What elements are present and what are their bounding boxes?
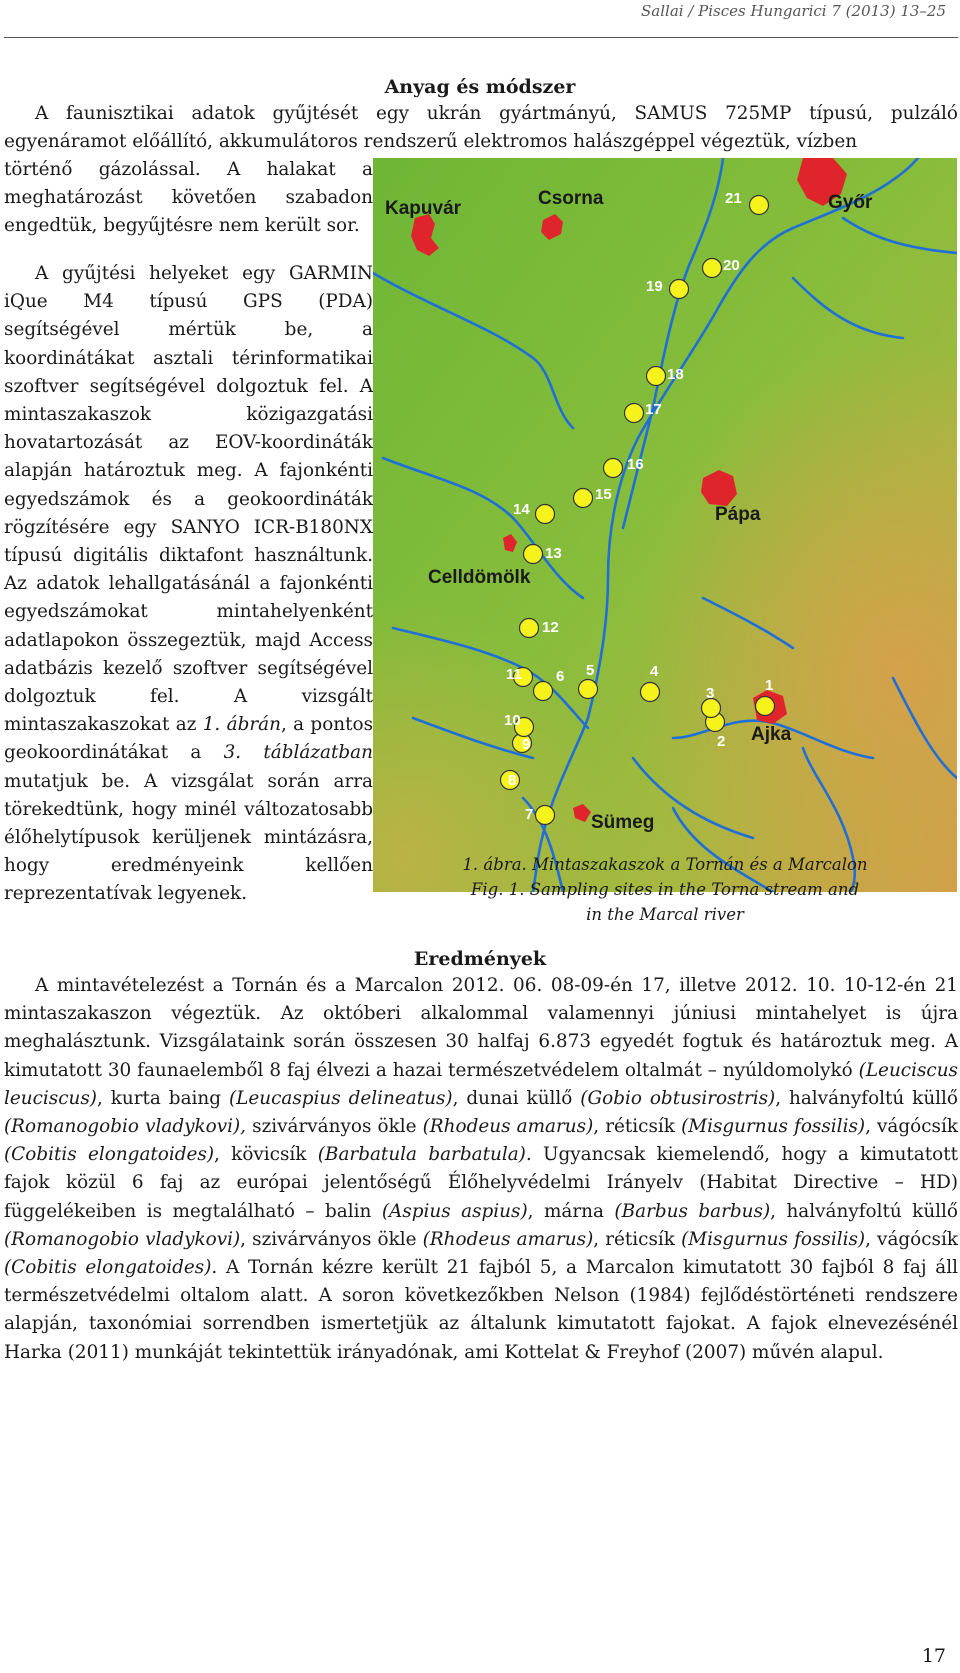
methods-text-b: , a pontos geokoordinátákat a: [4, 714, 374, 764]
methods-intro-paragraph: A faunisztikai adatok gyűjtését egy ukrán gyártmányú, SAMUS 725MP típusú, pulzáló egyenáramot előállító, akkumulátoros rendszerű elektromos halászgéppel végeztük, vízben: [4, 103, 958, 153]
site-label-8: 8: [508, 772, 517, 789]
results-text-5: szivárványos ökle: [246, 1116, 423, 1138]
site-marker-7: [536, 806, 555, 825]
species-misgurnus-fossilis-hd: (Misgurnus fossilis): [681, 1228, 866, 1250]
table-reference[interactable]: 3. táblázatban: [223, 742, 373, 764]
species-barbatula-barbatula: (Barbatula barbatula): [317, 1144, 526, 1166]
methods-heading: Anyag és módszer: [384, 76, 576, 98]
results-text-12: , szivárványos ökle: [240, 1228, 423, 1250]
town-label-csorna: Csorna: [538, 188, 604, 209]
site-label-7: 7: [525, 806, 534, 823]
species-barbus-barbus: (Barbus barbus): [614, 1200, 771, 1222]
methods-paragraph-2: [4, 260, 373, 909]
species-romanogobio-vladykovi: (Romanogobio vladykovi),: [4, 1116, 247, 1138]
results-text-15: . A Tornán kézre került 21 fajból 5, a Marcalon kimutatott 30 fajból 8 faj áll természetvédelmi oltalom alatt. A soron következőkben Nelson (1984) fejlődéstörténeti rendszere alapján, taxonómiai sorrendben ismertetjük az általunk kimutatott fajokat. A fajok elnevezésénél Harka (2011) munkáját tekintettük irányadónak, ami Kottelat & Freyhof (2007) művén alapul.: [4, 1257, 958, 1363]
species-rhodeus-amarus: (Rhodeus amarus): [422, 1116, 594, 1138]
species-leuciscus-leuciscus: (Leuciscus leuciscus): [4, 1059, 958, 1109]
site-label-10: 10: [504, 712, 521, 729]
site-marker-16: [604, 459, 623, 478]
species-aspius-aspius: (Aspius aspius): [381, 1200, 528, 1222]
species-cobitis-elongatoides-hd: (Cobitis elongatoides): [4, 1257, 212, 1279]
site-label-9: 9: [522, 736, 531, 753]
site-label-4: 4: [650, 663, 659, 680]
site-marker-17: [625, 404, 644, 423]
results-text-7: , vágócsík: [865, 1116, 958, 1138]
results-text-11: , halványfoltú küllő: [770, 1200, 958, 1222]
results-text-10: , márna: [527, 1200, 615, 1222]
site-label-5: 5: [586, 662, 595, 679]
species-rhodeus-amarus-hd: (Rhodeus amarus): [422, 1228, 594, 1250]
results-text-8: , kövicsík: [214, 1144, 318, 1166]
figure-caption-english-line-2: in the Marcal river: [586, 905, 744, 924]
site-label-17: 17: [645, 401, 662, 418]
methods-text-c: mutatjuk be. A vizsgálat során arra törekedtünk, hogy minél változatosabb élőhelytípusok kerüljenek mintázásra, hogy eredményeink kellően reprezentatívak legyenek.: [4, 770, 373, 905]
site-marker-13: [524, 545, 543, 564]
site-label-15: 15: [595, 486, 612, 503]
results-text-1: A mintavételezést a Tornán és a Marcalon 2012. 06. 08-09-én 17, illetve 2012. 10. 10-12-én 21 mintaszakaszon végeztük. Az októberi alkalommal valamennyi júniusi mintahelyet is újra meghalásztunk. Vizsgálataink során összesen 30 halfaj 6.873 egyedét fogtuk és határoztuk meg. A kimutatott 30 faunaelemből 8 faj élvezi a hazai természetvédelem oltalmát – nyúldomolykó: [4, 975, 958, 1081]
site-label-16: 16: [627, 456, 644, 473]
results-text-6: , réticsík: [593, 1116, 682, 1138]
results-text-3: , dunai küllő: [452, 1087, 581, 1109]
site-marker-15: [574, 489, 593, 508]
species-gobio-obtusirostris: (Gobio obtusirostris): [580, 1087, 776, 1109]
town-label-papa: Pápa: [715, 504, 761, 525]
results-heading: Eredmények: [413, 948, 547, 970]
site-label-19: 19: [646, 278, 663, 295]
site-label-1: 1: [765, 677, 774, 694]
site-label-11: 11: [506, 666, 522, 683]
site-label-12: 12: [542, 619, 559, 636]
site-label-20: 20: [723, 257, 740, 274]
site-label-6: 6: [556, 668, 565, 685]
site-marker-18: [647, 367, 666, 386]
methods-text-a: A gyűjtési helyeket egy GARMIN iQue M4 típusú GPS (PDA) segítségével mértük be, a koordinátákat asztali térinformatikai szoftver segítségével dolgoztuk fel. A mintaszakaszok közigazgatási hovatartozását az EOV-koordináták alapján határoztuk meg. A fajonkénti egyedszámok és a geokoordináták rögzítésére egy SANYO ICR-B180NX típusú digitális diktafont használtunk. Az adatok lehallgatásánál a fajonkénti egyedszámokat mintahelyenként adatlapokon összegeztük, majd Access adatbázis kezelő szoftver segítségével dolgoztuk fel. A vizsgált mintaszakaszokat az: [4, 263, 373, 736]
header-rule: [4, 37, 958, 38]
species-romanogobio-vladykovi-hd: (Romanogobio vladykovi): [4, 1228, 241, 1250]
town-label-kapuvar: Kapuvár: [385, 198, 462, 219]
site-label-21: 21: [725, 190, 742, 207]
town-label-celldomolk: Celldömölk: [428, 567, 531, 588]
results-text-9: . Ugyancsak kiemelendő, hogy a kimutatott fajok közül 6 faj az európai jelentőségű Élőhelyvédelmi Irányelv (Habitat Directive – HD) függelékeiben is megtalálható – balin: [4, 1144, 959, 1222]
site-marker-5: [579, 680, 598, 699]
map-labels-layer: [373, 158, 957, 892]
page-number: 17: [921, 1645, 946, 1667]
methods-paragraph-1: történő gázolással. A halakat a meghatározást követően szabadon engedtük, begyűjtésre nem került sor.: [4, 159, 373, 237]
results-text-4: , halványfoltú küllő: [775, 1087, 958, 1109]
results-text-14: , vágócsík: [865, 1228, 959, 1250]
species-cobitis-elongatoides: (Cobitis elongatoides): [4, 1144, 215, 1166]
town-label-sumeg: Sümeg: [591, 812, 655, 833]
species-misgurnus-fossilis: (Misgurnus fossilis): [681, 1116, 866, 1138]
site-label-2: 2: [717, 733, 726, 750]
results-text-13: , réticsík: [593, 1228, 682, 1250]
site-label-14: 14: [513, 501, 530, 518]
running-head: Sallai / Pisces Hungarici 7 (2013) 13–25: [641, 2, 946, 20]
site-marker-14: [536, 505, 555, 524]
site-marker-1: [756, 697, 775, 716]
figure-caption-english-line-1: Fig. 1. Sampling sites in the Torna stream and: [470, 880, 860, 899]
town-label-gyor: Győr: [828, 192, 873, 213]
site-label-3: 3: [706, 685, 715, 702]
site-marker-6: [534, 682, 553, 701]
site-marker-21: [750, 196, 769, 215]
site-label-13: 13: [545, 545, 562, 562]
site-marker-19: [670, 280, 689, 299]
results-paragraph: [4, 972, 958, 1367]
site-label-18: 18: [667, 366, 684, 383]
species-leucaspius-delineatus: (Leucaspius delineatus): [228, 1087, 453, 1109]
figure-reference[interactable]: 1. ábrán: [202, 714, 281, 736]
site-marker-12: [520, 619, 539, 638]
site-marker-4: [641, 683, 660, 702]
results-text-2: , kurta baing: [97, 1087, 229, 1109]
figure-caption-hungarian: 1. ábra. Mintaszakaszok a Tornán és a Marcalon: [462, 855, 868, 874]
site-marker-20: [703, 259, 722, 278]
town-label-ajka: Ajka: [751, 724, 792, 745]
